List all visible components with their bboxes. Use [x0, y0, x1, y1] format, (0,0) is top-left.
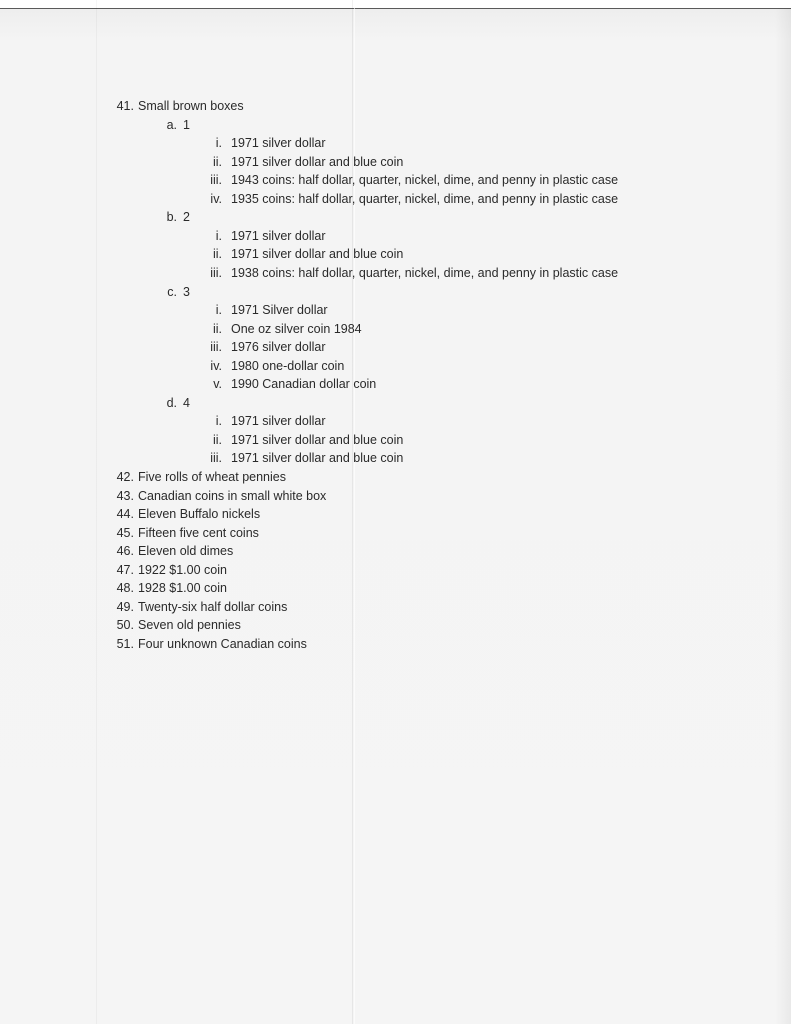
list-marker: 49. — [116, 599, 134, 614]
list-marker: 41. — [116, 99, 134, 113]
page-right-shadow — [775, 8, 791, 1024]
list-item-text: 1976 silver dollar — [231, 340, 326, 355]
list-marker: b. — [166, 210, 177, 225]
list-marker: i. — [215, 414, 222, 429]
list-item-text: 1928 $1.00 coin — [138, 581, 227, 596]
list-marker: i. — [215, 303, 222, 318]
list-marker: 46. — [116, 544, 134, 559]
list-item-text: Twenty-six half dollar coins — [138, 599, 288, 614]
list-item-text: Small brown boxes — [138, 99, 244, 113]
list-marker: 45. — [116, 525, 134, 540]
list-item-text: 1971 silver dollar — [231, 228, 326, 243]
list-marker: 50. — [116, 618, 134, 633]
list-marker: iii. — [210, 340, 222, 355]
list-item-text: 1971 silver dollar and blue coin — [231, 432, 404, 447]
list-marker: iii. — [210, 451, 222, 466]
list-item-text: 1971 silver dollar — [231, 136, 326, 151]
list-marker: 47. — [116, 562, 134, 577]
list-marker: d. — [166, 395, 177, 410]
list-marker: a. — [166, 117, 177, 132]
list-item-text: Seven old pennies — [138, 618, 241, 633]
list-item-text: Five rolls of wheat pennies — [138, 470, 286, 484]
list-item-text: 1938 coins: half dollar, quarter, nickel, dime, and penny in plastic case — [231, 266, 619, 280]
list-marker: 44. — [116, 507, 134, 522]
list-item-text: 2 — [183, 210, 190, 225]
list-item-text: 1943 coins: half dollar, quarter, nickel, dime, and penny in plastic case — [231, 173, 619, 188]
list-marker: iii. — [210, 173, 222, 188]
list-item-text: 1971 silver dollar and blue coin — [231, 154, 404, 169]
list-marker: 43. — [116, 488, 134, 503]
list-item-text: One oz silver coin 1984 — [231, 321, 362, 336]
list-item-text: 1971 silver dollar and blue coin — [231, 247, 404, 262]
list-item-text: Fifteen five cent coins — [138, 525, 259, 540]
list-marker: ii. — [212, 154, 222, 169]
list-item-text: 1 — [183, 117, 190, 132]
list-item-text: Four unknown Canadian coins — [138, 637, 307, 651]
list-marker: 42. — [116, 470, 134, 484]
list-marker: 48. — [116, 581, 134, 596]
list-item-text: 3 — [183, 284, 190, 299]
list-marker: 51. — [116, 637, 134, 651]
list-marker: iv. — [210, 191, 222, 206]
list-item-text: 4 — [183, 395, 190, 410]
list-marker: ii. — [212, 321, 222, 336]
list-item-text: 1980 one-dollar coin — [231, 358, 345, 373]
list-item-text: Canadian coins in small white box — [138, 488, 327, 503]
list-item-text: 1971 silver dollar — [231, 414, 326, 429]
list-item-text: Eleven old dimes — [138, 544, 234, 559]
list-item-text: 1922 $1.00 coin — [138, 562, 227, 577]
list-item-text: 1971 Silver dollar — [231, 303, 328, 318]
page-top-edge — [0, 0, 791, 9]
list-marker: iv. — [210, 358, 222, 373]
list-marker: iii. — [210, 266, 222, 280]
list-marker: v. — [213, 377, 222, 392]
list-marker: i. — [215, 136, 222, 151]
list-marker: ii. — [212, 247, 222, 262]
list-item-text: 1971 silver dollar and blue coin — [231, 451, 404, 466]
list-item-text: Eleven Buffalo nickels — [138, 507, 261, 522]
list-marker: c. — [167, 284, 177, 299]
list-marker: i. — [215, 228, 222, 243]
list-item-text: 1935 coins: half dollar, quarter, nickel, dime, and penny in plastic case — [231, 191, 619, 206]
list-item-text: 1990 Canadian dollar coin — [231, 377, 377, 392]
list-marker: ii. — [212, 432, 222, 447]
